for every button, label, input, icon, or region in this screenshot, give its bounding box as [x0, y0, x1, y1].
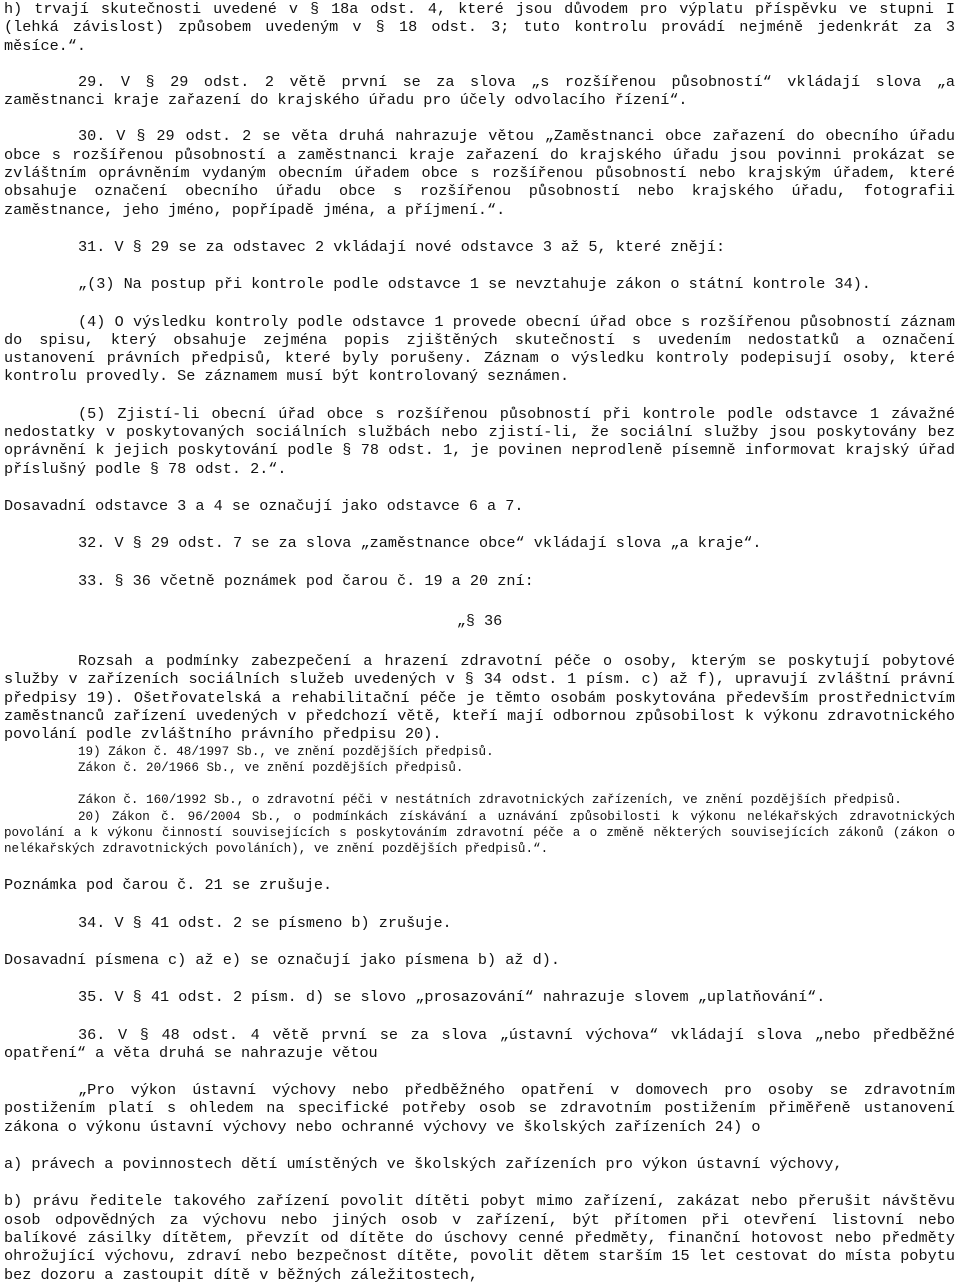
- footnote-19-second: Zákon č. 20/1966 Sb., ve znění pozdějších předpisů.: [78, 760, 464, 775]
- section-36-text: Rozsah a podmínky zabezpečení a hrazení zdravotní péče o osoby, kterým se poskytují pobytové služby v zařízeních sociálních služeb uvedených v § 34 odst. 1 písm. c) až f), upravují zvláštní právní předpisy 19). Ošetřovatelská a rehabilitační péče je těmto osobám poskytována především prostřednictvím zaměstnanců zařízení uvedených v předchozí větě, kteří mají odbornou způsobilost k výkonu zdravotnického povolání podle zvláštního právního předpisu 20).: [4, 652, 955, 744]
- paragraph-31: 31. V § 29 se za odstavec 2 vkládají nové odstavce 3 až 5, které znějí:: [78, 237, 726, 256]
- footnote-19: 19) Zákon č. 48/1997 Sb., ve znění pozdějších předpisů.: [78, 744, 494, 759]
- paragraph-29: 29. V § 29 odst. 2 větě první se za slova „s rozšířenou působností“ vkládají slova „a zaměstnanci kraje zařazení do krajského úřadu pro účely odvolacího řízení“.: [4, 72, 955, 110]
- paragraph-30: 30. V § 29 odst. 2 se věta druhá nahrazuje větou „Zaměstnanci obce zařazení do obecního úřadu obce s rozšířenou působností a zaměstnanci kraje zařazení do krajského úřadu jsou povinni prokázat se zvláštním oprávněním vydaným obecním úřadem obce s rozšířenou působností nebo krajským úřadem, které obsahuje označení obecního úřadu obce s rozšířenou působností nebo krajského úřadu, fotografii zaměstnance, jeho jméno, popřípadě jména, a příjmení.“.: [4, 127, 955, 219]
- renumbering-note: Dosavadní odstavce 3 a 4 se označují jako odstavce 6 a 7.: [4, 496, 524, 515]
- paragraph-33: 33. § 36 včetně poznámek pod čarou č. 19 a 20 zní:: [78, 571, 534, 590]
- new-paragraph-5: (5) Zjistí-li obecní úřad obce s rozšířenou působností při kontrole podle odstavce 1 závažné nedostatky v poskytovaných sociálních službách nebo zjistí-li, že sociální služby jsou poskytovány bez oprávnění k jejich poskytování podle § 78 odst. 1, je povinen neprodleně písemně informovat krajský úřad příslušný podle § 78 odst. 2.“.: [4, 404, 955, 478]
- new-paragraph-3: „(3) Na postup při kontrole podle odstavce 1 se nevztahuje zákon o státní kontrole 34).: [78, 275, 871, 294]
- paragraph-32: 32. V § 29 odst. 7 se za slova „zaměstnance obce“ vkládají slova „a kraje“.: [78, 534, 762, 553]
- new-paragraph-4: (4) O výsledku kontroly podle odstavce 1 provede obecní úřad obce s rozšířenou působností záznam do spisu, který obsahuje zejména popis zjištěných skutečností s uvedením nedostatků a označení ustanovení právních předpisů, které byly porušeny. Záznam o výsledku kontroly podepisují osoby, které kontrolu provedly. Se záznamem musí být kontrolovaný seznámen.: [4, 312, 955, 386]
- paragraph-h: h) trvají skutečnosti uvedené v § 18a odst. 4, které jsou důvodem pro výplatu příspěvku ve stupni I (lehká závislost) způsobem uvedeným v § 18 odst. 3; tuto kontrolu provádí nejméně jedenkrát za 3 měsíce.“.: [4, 0, 955, 55]
- footnote-19-third: Zákon č. 160/1992 Sb., o zdravotní péči v nestátních zdravotnických zařízeních, ve znění pozdějších předpisů.: [78, 793, 902, 808]
- footnote-20: 20) Zákon č. 96/2004 Sb., o podmínkách získávání a uznávání způsobilosti k výkonu nelékařských zdravotnických povolání a k výkonu činností souvisejících s poskytováním zdravotní péče a o změně některých souvisejících zákonů (zákon o nelékařských zdravotnických povoláních), ve znění pozdějších předpisů.“.: [4, 809, 955, 857]
- footnote-removal-note: Poznámka pod čarou č. 21 se zrušuje.: [4, 876, 333, 895]
- quoted-provision: „Pro výkon ústavní výchovy nebo předběžného opatření v domovech pro osoby se zdravotním postižením platí s ohledem na specifické potřeby osob se zdravotním postižením přiměřeně ustanovení zákona o výkonu ústavní výchovy nebo ochranné výchovy ve školských zařízeních 24) o: [4, 1081, 955, 1136]
- paragraph-34: 34. V § 41 odst. 2 se písmeno b) zrušuje.: [78, 913, 452, 932]
- paragraph-35: 35. V § 41 odst. 2 písm. d) se slovo „prosazování“ nahrazuje slovem „uplatňování“.: [78, 988, 826, 1007]
- section-heading-36: „§ 36: [456, 611, 503, 630]
- letters-renumbering-note: Dosavadní písmena c) až e) se označují jako písmena b) až d).: [4, 950, 560, 969]
- provision-item-a: a) právech a povinnostech dětí umístěných ve školských zařízeních pro výkon ústavní výchovy,: [4, 1155, 843, 1174]
- paragraph-36: 36. V § 48 odst. 4 větě první se za slova „ústavní výchova“ vkládají slova „nebo předběžné opatření“ a věta druhá se nahrazuje větou: [4, 1025, 955, 1062]
- provision-item-b: b) právu ředitele takového zařízení povolit dítěti pobyt mimo zařízení, zakázat nebo přerušit návštěvu osob odpovědných za výchovu nebo jiných osob v zařízení, být přítomen při otevření listovní nebo balíkové zásilky dítětem, převzít od dítěte do úschovy cenné předměty, finanční hotovost nebo předměty ohrožující výchovu, zdraví nebo bezpečnost dítěte, povolit dětem starším 15 let cestovat do místa pobytu bez dozoru a zastoupit dítě v běžných záležitostech,: [4, 1192, 955, 1284]
